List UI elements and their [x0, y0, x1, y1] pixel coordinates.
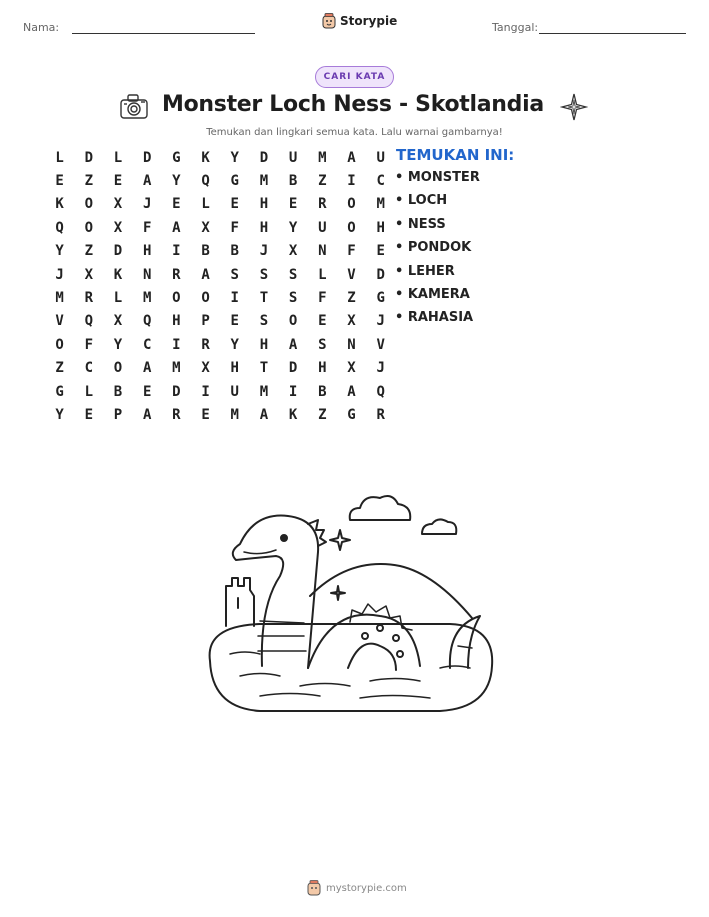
- grid-letter: E: [376, 243, 385, 260]
- cloud-1: [350, 496, 411, 520]
- grid-letter: O: [172, 290, 181, 307]
- grid-letter: M: [230, 406, 239, 423]
- grid-letter: O: [201, 290, 210, 307]
- instructions: Temukan dan lingkari semua kata. Lalu warnai gambarnya!: [206, 127, 503, 138]
- grid-letter: B: [230, 243, 239, 260]
- castle: [226, 578, 254, 626]
- grid-letter: U: [318, 219, 327, 236]
- grid-letter: H: [318, 360, 327, 377]
- grid-letter: K: [113, 266, 123, 283]
- grid-row: [45, 169, 395, 192]
- grid-letter: A: [142, 360, 152, 377]
- grid-letter: G: [230, 173, 239, 190]
- grid-letter: B: [288, 173, 298, 190]
- grid-letter: S: [259, 266, 269, 283]
- hill: [310, 564, 472, 618]
- grid-row: [45, 286, 395, 309]
- grid-letter: D: [259, 149, 269, 166]
- name-line: [72, 33, 255, 34]
- water-ripples: [230, 652, 470, 698]
- grid-letter: E: [201, 406, 210, 423]
- grid-letter: X: [347, 313, 356, 330]
- storypie-logo-icon: [322, 13, 336, 29]
- grid-letter: X: [113, 313, 123, 330]
- grid-letter: J: [376, 313, 385, 330]
- brand-name: Storypie: [340, 14, 398, 28]
- grid-letter: O: [288, 313, 298, 330]
- sparkle-2: [331, 586, 345, 600]
- grid-letter: B: [201, 243, 210, 260]
- grid-letter: V: [55, 313, 64, 330]
- grid-letter: A: [259, 406, 269, 423]
- grid-letter: F: [84, 336, 93, 353]
- grid-letter: I: [172, 336, 181, 353]
- word-list-item: • NESS: [395, 216, 446, 232]
- grid-letter: Q: [376, 383, 385, 400]
- grid-letter: X: [113, 196, 123, 213]
- grid-letter: O: [84, 196, 93, 213]
- word-search-grid: [45, 146, 395, 427]
- grid-letter: Z: [84, 173, 93, 190]
- grid-row: [45, 310, 395, 333]
- grid-letter: L: [201, 196, 210, 213]
- grid-letter: O: [84, 219, 93, 236]
- grid-row: [45, 403, 395, 426]
- grid-letter: T: [259, 290, 269, 307]
- grid-letter: E: [230, 313, 239, 330]
- grid-letter: M: [259, 173, 269, 190]
- grid-letter: R: [201, 336, 210, 353]
- grid-letter: E: [84, 406, 93, 423]
- grid-letter: I: [288, 383, 298, 400]
- grid-letter: D: [113, 243, 123, 260]
- grid-letter: Z: [318, 173, 327, 190]
- grid-row: [45, 216, 395, 239]
- grid-letter: Y: [230, 336, 239, 353]
- grid-letter: F: [142, 219, 152, 236]
- grid-letter: H: [142, 243, 152, 260]
- grid-letter: O: [113, 360, 123, 377]
- grid-letter: R: [172, 406, 181, 423]
- grid-letter: R: [318, 196, 327, 213]
- grid-letter: G: [55, 383, 64, 400]
- grid-letter: D: [84, 149, 93, 166]
- grid-letter: V: [376, 336, 385, 353]
- grid-letter: X: [201, 219, 210, 236]
- grid-letter: M: [318, 149, 327, 166]
- grid-letter: R: [84, 290, 93, 307]
- grid-letter: L: [113, 149, 123, 166]
- grid-letter: C: [142, 336, 152, 353]
- grid-letter: A: [347, 383, 356, 400]
- grid-letter: Q: [201, 173, 210, 190]
- date-line: [539, 33, 686, 34]
- grid-letter: O: [347, 196, 356, 213]
- grid-letter: A: [347, 149, 356, 166]
- monster-eye: [281, 535, 287, 541]
- grid-letter: A: [142, 406, 152, 423]
- grid-row: [45, 240, 395, 263]
- grid-letter: H: [259, 336, 269, 353]
- grid-letter: Y: [55, 406, 64, 423]
- grid-letter: N: [347, 336, 356, 353]
- grid-letter: P: [201, 313, 210, 330]
- grid-letter: J: [142, 196, 152, 213]
- grid-letter: H: [230, 360, 239, 377]
- grid-letter: I: [347, 173, 356, 190]
- grid-letter: Y: [113, 336, 123, 353]
- grid-letter: D: [142, 149, 152, 166]
- word-list-item: • LEHER: [395, 263, 455, 279]
- grid-letter: E: [230, 196, 239, 213]
- grid-letter: L: [55, 149, 64, 166]
- grid-letter: Q: [55, 219, 64, 236]
- footer-url: mystorypie.com: [326, 882, 407, 894]
- monster-neck: [233, 516, 318, 668]
- grid-letter: C: [84, 360, 93, 377]
- grid-letter: M: [376, 196, 385, 213]
- grid-letter: B: [318, 383, 327, 400]
- cloud-2: [422, 519, 456, 534]
- grid-letter: N: [142, 266, 152, 283]
- date-label: Tanggal:: [492, 21, 539, 34]
- grid-letter: J: [376, 360, 385, 377]
- grid-letter: P: [113, 406, 123, 423]
- grid-letter: E: [318, 313, 327, 330]
- grid-letter: G: [376, 290, 385, 307]
- grid-letter: M: [55, 290, 64, 307]
- page-title: Monster Loch Ness - Skotlandia: [162, 92, 544, 117]
- grid-row: [45, 193, 395, 216]
- grid-letter: H: [172, 313, 181, 330]
- grid-letter: Y: [55, 243, 64, 260]
- grid-letter: S: [288, 266, 298, 283]
- grid-letter: R: [376, 406, 385, 423]
- grid-letter: L: [113, 290, 123, 307]
- grid-letter: Y: [172, 173, 181, 190]
- grid-letter: Y: [230, 149, 239, 166]
- grid-letter: Z: [84, 243, 93, 260]
- word-list-item: • MONSTER: [395, 170, 480, 185]
- grid-letter: U: [230, 383, 239, 400]
- word-list-item: • PONDOK: [395, 240, 472, 256]
- grid-letter: M: [142, 290, 152, 307]
- grid-letter: D: [288, 360, 298, 377]
- grid-letter: D: [376, 266, 385, 283]
- grid-letter: X: [113, 219, 123, 236]
- grid-letter: X: [288, 243, 298, 260]
- word-list: [395, 170, 480, 334]
- grid-letter: L: [84, 383, 93, 400]
- grid-letter: I: [201, 383, 210, 400]
- word-list-title: TEMUKAN INI:: [396, 146, 515, 164]
- grid-letter: G: [172, 149, 181, 166]
- grid-letter: Z: [318, 406, 327, 423]
- grid-letter: D: [172, 383, 181, 400]
- grid-letter: F: [318, 290, 327, 307]
- grid-letter: S: [230, 266, 239, 283]
- category-badge: CARI KATA: [315, 66, 394, 88]
- grid-letter: K: [201, 149, 210, 166]
- grid-letter: B: [113, 383, 123, 400]
- grid-letter: V: [347, 266, 356, 283]
- grid-letter: N: [318, 243, 327, 260]
- footer: [307, 880, 407, 896]
- name-label: Nama:: [23, 21, 60, 34]
- word-list-item: • LOCH: [395, 193, 448, 209]
- grid-row: [45, 333, 395, 356]
- grid-letter: F: [347, 243, 356, 260]
- grid-letter: E: [142, 383, 152, 400]
- grid-letter: O: [55, 336, 64, 353]
- grid-letter: H: [259, 196, 269, 213]
- grid-row: [45, 146, 395, 169]
- camera-icon: [119, 92, 151, 122]
- grid-letter: Q: [142, 313, 152, 330]
- grid-letter: X: [201, 360, 210, 377]
- grid-letter: M: [259, 383, 269, 400]
- grid-letter: X: [84, 266, 93, 283]
- grid-letter: S: [318, 336, 327, 353]
- grid-row: [45, 263, 395, 286]
- grid-letter: Z: [55, 360, 64, 377]
- grid-row: [45, 380, 395, 403]
- grid-letter: H: [259, 219, 269, 236]
- grid-letter: J: [259, 243, 269, 260]
- body-hump: [308, 615, 420, 668]
- grid-letter: A: [201, 266, 210, 283]
- grid-letter: I: [172, 243, 181, 260]
- grid-letter: L: [318, 266, 327, 283]
- grid-letter: C: [376, 173, 385, 190]
- grid-letter: J: [55, 266, 64, 283]
- loch-ness-monster-illustration: [200, 486, 500, 736]
- grid-letter: H: [376, 219, 385, 236]
- grid-row: [45, 357, 395, 380]
- grid-letter: U: [288, 149, 298, 166]
- grid-letter: X: [347, 360, 356, 377]
- grid-letter: K: [288, 406, 298, 423]
- grid-letter: G: [347, 406, 356, 423]
- grid-letter: K: [55, 196, 64, 213]
- grid-letter: F: [230, 219, 239, 236]
- grid-letter: S: [288, 290, 298, 307]
- grid-letter: U: [376, 149, 385, 166]
- word-list-item: • RAHASIA: [395, 310, 474, 326]
- grid-letter: E: [55, 173, 64, 190]
- grid-letter: I: [230, 290, 239, 307]
- grid-letter: A: [288, 336, 298, 353]
- grid-letter: E: [113, 173, 123, 190]
- grid-letter: E: [288, 196, 298, 213]
- sparkle-icon: [560, 92, 588, 122]
- grid-letter: A: [142, 173, 152, 190]
- brand-logo: [322, 13, 397, 29]
- grid-letter: E: [172, 196, 181, 213]
- sparkle-1: [330, 530, 350, 550]
- grid-letter: A: [172, 219, 181, 236]
- storypie-footer-icon: [307, 880, 321, 896]
- grid-letter: Q: [84, 313, 93, 330]
- grid-letter: M: [172, 360, 181, 377]
- grid-letter: S: [259, 313, 269, 330]
- grid-letter: O: [347, 219, 356, 236]
- grid-letter: R: [172, 266, 181, 283]
- grid-letter: Y: [288, 219, 298, 236]
- grid-letter: T: [259, 360, 269, 377]
- grid-letter: Z: [347, 290, 356, 307]
- word-list-item: • KAMERA: [395, 286, 470, 302]
